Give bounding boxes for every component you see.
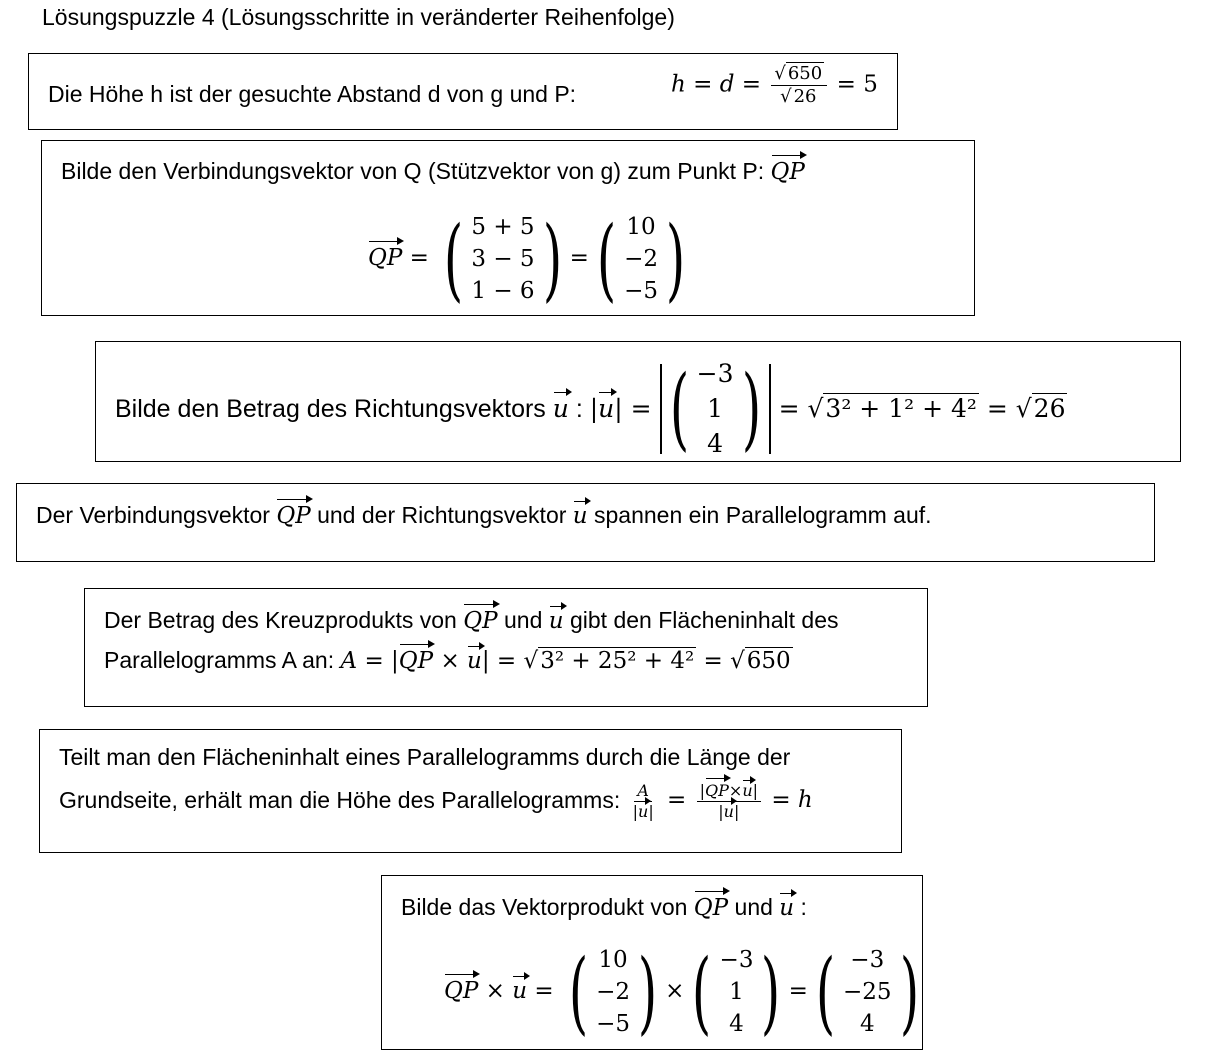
page-title: Lösungspuzzle 4 (Lösungsschritte in veränderter Reihenfolge) xyxy=(42,4,675,30)
step-box-height xyxy=(28,53,898,130)
step-box-parallelogram xyxy=(16,483,1155,562)
step-text: Der Betrag des Kreuzprodukts von QP und u gibt den Flächeninhalt des xyxy=(104,607,839,634)
connection-vector-formula: QP = ( 5 + 5 3 − 5 1 − 6 ) = ( 10 −2 −5 ) xyxy=(368,206,686,312)
magnitude-formula: Bilde den Betrag des Richtungsvektors u : | u | = ( −3 1 4 ) = √3² + 1² + 4² = √26 xyxy=(115,356,1066,461)
step-text: Die Höhe h ist der gesuchte Abstand d von g und P: xyxy=(48,81,577,107)
step-box-height-derivation xyxy=(39,729,902,853)
step-box-vector-product xyxy=(381,875,923,1050)
step-box-magnitude xyxy=(95,341,1181,462)
step-text: Bilde das Vektorprodukt von QP und u : xyxy=(401,894,807,921)
vector-product-formula: QP × u = ( 10 −2 −5 ) × ( −3 1 4 ) = ( −3 −25 4 ) xyxy=(444,939,919,1045)
step-text: Teilt man den Flächeninhalt eines Parallelogramms durch die Länge der xyxy=(59,744,791,770)
step-box-cross-product-area xyxy=(84,588,928,707)
height-formula: h = d = $\frac{√ 650}{√ 26}$ = 5 xyxy=(671,63,878,107)
step-text: Der Verbindungsvektor QP und der Richtungsvektor u spannen ein Parallelogramm auf. xyxy=(36,502,932,529)
step-text: Bilde den Verbindungsvektor von Q (Stützvektor von g) zum Punkt P: QP xyxy=(61,158,805,185)
step-box-connection-vector xyxy=(41,140,975,316)
height-derivation-formula: Grundseite, erhält man die Höhe des Parallelogramms: $\frac{A}{|u|}$ = $\frac{|QP\times u|}{|u|}$ = h xyxy=(59,781,813,821)
area-formula: Parallelogramms A an: A = |QP × u| = √3² + 25² + 4² = √650 xyxy=(104,647,791,674)
